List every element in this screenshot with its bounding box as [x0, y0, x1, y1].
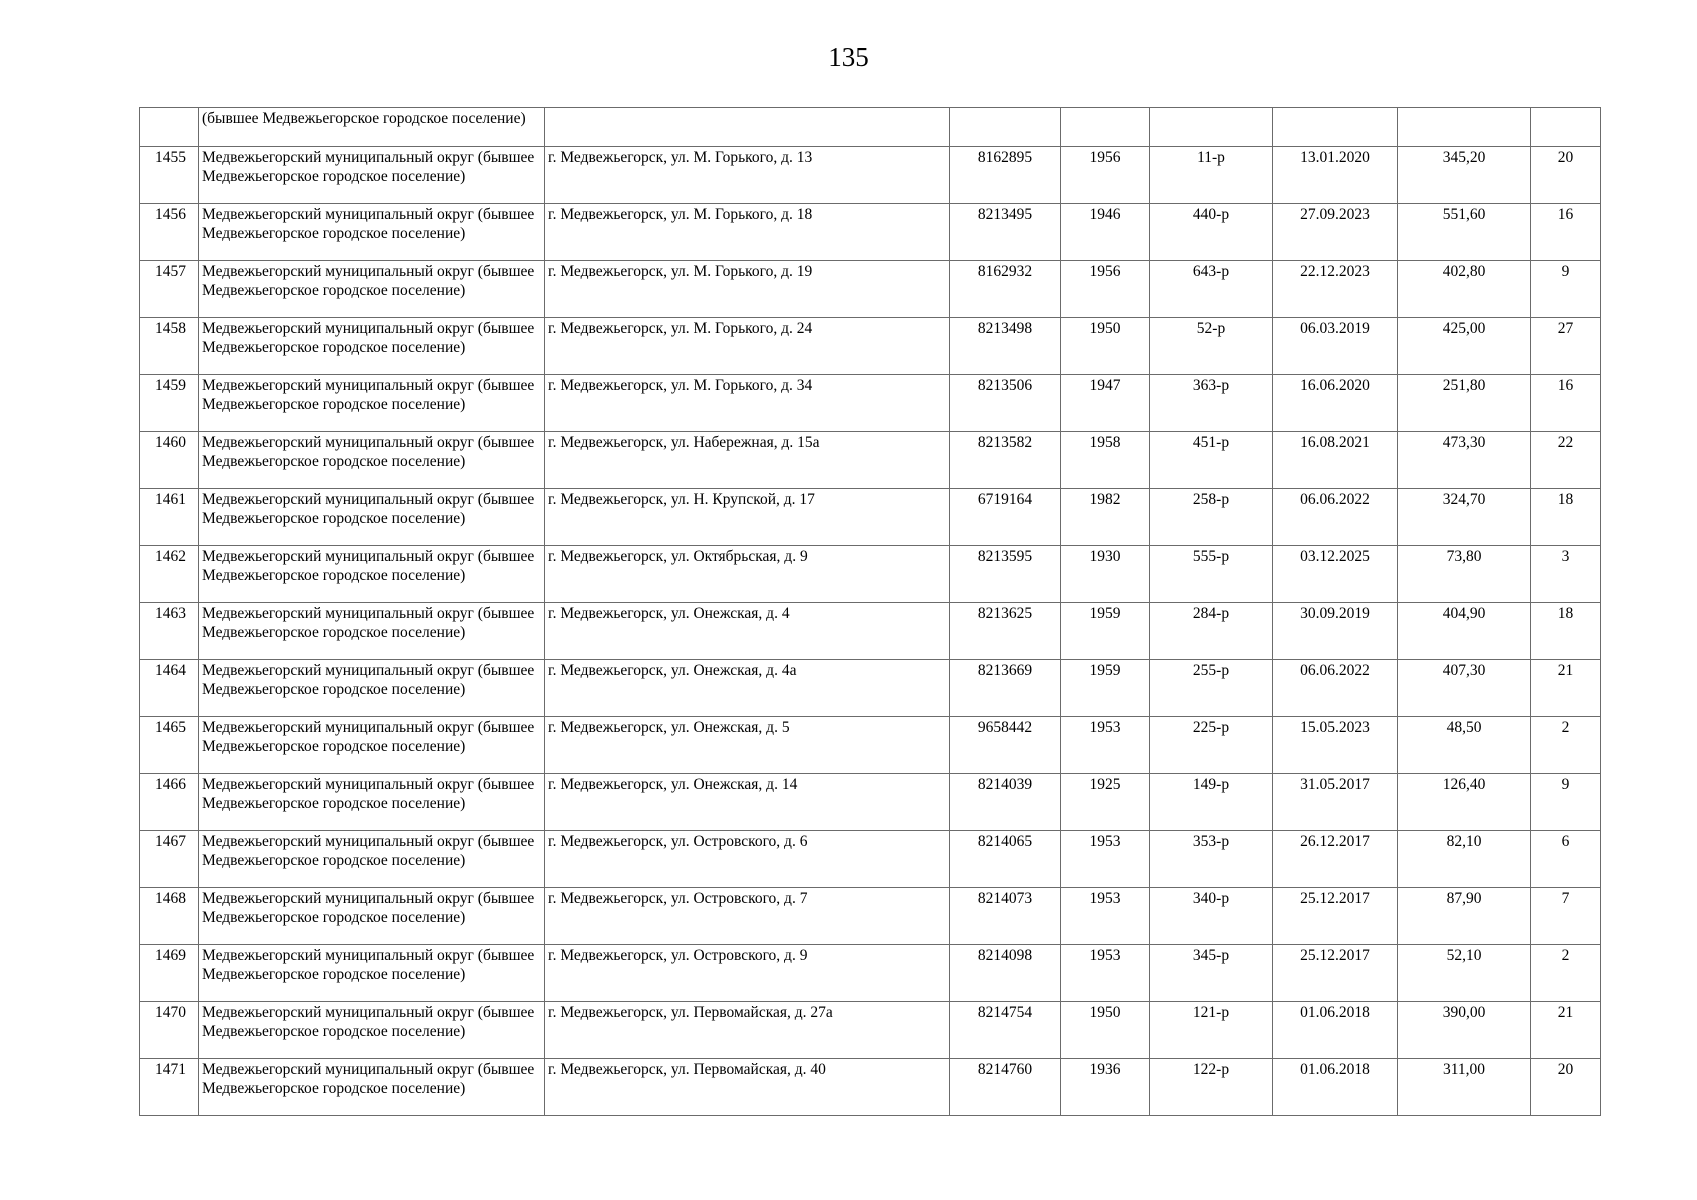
cell-no: 1471	[140, 1059, 199, 1116]
cell-municipality: Медвежьегорский муниципальный округ (бывшее Медвежьегорское городское поселение)	[199, 603, 545, 660]
cell-address: г. Медвежьегорск, ул. Островского, д. 6	[545, 831, 950, 888]
cell-municipality: (бывшее Медвежьегорское городское поселение)	[199, 108, 545, 147]
cell-address: г. Медвежьегорск, ул. М. Горького, д. 13	[545, 147, 950, 204]
cell-code: 8214754	[950, 1002, 1061, 1059]
cell-no: 1461	[140, 489, 199, 546]
cell-address: г. Медвежьегорск, ул. Онежская, д. 14	[545, 774, 950, 831]
cell-municipality: Медвежьегорский муниципальный округ (бывшее Медвежьегорское городское поселение)	[199, 1002, 545, 1059]
cell-no: 1469	[140, 945, 199, 1002]
cell-address: г. Медвежьегорск, ул. Первомайская, д. 40	[545, 1059, 950, 1116]
cell-area: 407,30	[1398, 660, 1531, 717]
cell-code	[950, 108, 1061, 147]
cell-year: 1950	[1061, 1002, 1150, 1059]
cell-area: 345,20	[1398, 147, 1531, 204]
cell-address: г. Медвежьегорск, ул. Первомайская, д. 27а	[545, 1002, 950, 1059]
cell-address: г. Медвежьегорск, ул. М. Горького, д. 18	[545, 204, 950, 261]
cell-address: г. Медвежьегорск, ул. Островского, д. 7	[545, 888, 950, 945]
table-row	[140, 147, 1601, 204]
cell-municipality: Медвежьегорский муниципальный округ (бывшее Медвежьегорское городское поселение)	[199, 489, 545, 546]
page-number: 135	[828, 42, 869, 72]
table-row	[140, 1059, 1601, 1116]
cell-code: 8213498	[950, 318, 1061, 375]
cell-date: 16.08.2021	[1273, 432, 1398, 489]
cell-municipality: Медвежьегорский муниципальный округ (бывшее Медвежьегорское городское поселение)	[199, 831, 545, 888]
cell-date: 30.09.2019	[1273, 603, 1398, 660]
cell-count: 22	[1531, 432, 1601, 489]
cell-count: 21	[1531, 1002, 1601, 1059]
table-row	[140, 717, 1601, 774]
cell-count: 2	[1531, 945, 1601, 1002]
cell-area: 402,80	[1398, 261, 1531, 318]
table-row	[140, 318, 1601, 375]
cell-doc: 52-р	[1150, 318, 1273, 375]
cell-code: 8213669	[950, 660, 1061, 717]
cell-count: 27	[1531, 318, 1601, 375]
cell-year: 1953	[1061, 717, 1150, 774]
cell-year: 1953	[1061, 831, 1150, 888]
cell-year: 1946	[1061, 204, 1150, 261]
cell-count: 20	[1531, 1059, 1601, 1116]
cell-doc: 555-р	[1150, 546, 1273, 603]
cell-code: 8162932	[950, 261, 1061, 318]
cell-no: 1465	[140, 717, 199, 774]
cell-no: 1459	[140, 375, 199, 432]
cell-no: 1464	[140, 660, 199, 717]
cell-year: 1956	[1061, 261, 1150, 318]
cell-address: г. Медвежьегорск, ул. М. Горького, д. 19	[545, 261, 950, 318]
cell-year: 1959	[1061, 660, 1150, 717]
cell-doc: 284-р	[1150, 603, 1273, 660]
cell-municipality: Медвежьегорский муниципальный округ (бывшее Медвежьегорское городское поселение)	[199, 717, 545, 774]
cell-count	[1531, 108, 1601, 147]
cell-year: 1950	[1061, 318, 1150, 375]
cell-date: 13.01.2020	[1273, 147, 1398, 204]
cell-count: 18	[1531, 603, 1601, 660]
cell-date: 01.06.2018	[1273, 1002, 1398, 1059]
cell-doc: 643-р	[1150, 261, 1273, 318]
cell-area: 324,70	[1398, 489, 1531, 546]
cell-address: г. Медвежьегорск, ул. Онежская, д. 4а	[545, 660, 950, 717]
cell-area: 404,90	[1398, 603, 1531, 660]
cell-no: 1466	[140, 774, 199, 831]
cell-doc: 11-р	[1150, 147, 1273, 204]
cell-municipality: Медвежьегорский муниципальный округ (бывшее Медвежьегорское городское поселение)	[199, 774, 545, 831]
cell-no: 1462	[140, 546, 199, 603]
housing-table	[139, 107, 1601, 1116]
cell-address: г. Медвежьегорск, ул. Онежская, д. 5	[545, 717, 950, 774]
cell-date: 31.05.2017	[1273, 774, 1398, 831]
cell-municipality: Медвежьегорский муниципальный округ (бывшее Медвежьегорское городское поселение)	[199, 147, 545, 204]
cell-year: 1959	[1061, 603, 1150, 660]
cell-doc: 363-р	[1150, 375, 1273, 432]
table-row	[140, 1002, 1601, 1059]
cell-address: г. Медвежьегорск, ул. М. Горького, д. 34	[545, 375, 950, 432]
cell-count: 16	[1531, 204, 1601, 261]
cell-address: г. Медвежьегорск, ул. Октябрьская, д. 9	[545, 546, 950, 603]
cell-no: 1470	[140, 1002, 199, 1059]
cell-municipality: Медвежьегорский муниципальный округ (бывшее Медвежьегорское городское поселение)	[199, 204, 545, 261]
cell-code: 8162895	[950, 147, 1061, 204]
cell-address: г. Медвежьегорск, ул. Островского, д. 9	[545, 945, 950, 1002]
cell-area: 551,60	[1398, 204, 1531, 261]
cell-date: 16.06.2020	[1273, 375, 1398, 432]
table-row	[140, 831, 1601, 888]
cell-area: 52,10	[1398, 945, 1531, 1002]
cell-doc	[1150, 108, 1273, 147]
cell-date: 06.03.2019	[1273, 318, 1398, 375]
cell-date: 06.06.2022	[1273, 660, 1398, 717]
cell-count: 18	[1531, 489, 1601, 546]
cell-count: 20	[1531, 147, 1601, 204]
cell-date: 06.06.2022	[1273, 489, 1398, 546]
cell-area: 425,00	[1398, 318, 1531, 375]
cell-doc: 440-р	[1150, 204, 1273, 261]
cell-code: 8213506	[950, 375, 1061, 432]
cell-code: 8214073	[950, 888, 1061, 945]
cell-code: 8213495	[950, 204, 1061, 261]
table-row	[140, 774, 1601, 831]
table-row	[140, 261, 1601, 318]
cell-municipality: Медвежьегорский муниципальный округ (бывшее Медвежьегорское городское поселение)	[199, 261, 545, 318]
table-row-continued	[140, 108, 1601, 147]
cell-area	[1398, 108, 1531, 147]
cell-code: 8214098	[950, 945, 1061, 1002]
cell-doc: 121-р	[1150, 1002, 1273, 1059]
cell-code: 8213582	[950, 432, 1061, 489]
cell-date	[1273, 108, 1398, 147]
cell-doc: 345-р	[1150, 945, 1273, 1002]
cell-address: г. Медвежьегорск, ул. Набережная, д. 15а	[545, 432, 950, 489]
cell-year: 1925	[1061, 774, 1150, 831]
cell-area: 73,80	[1398, 546, 1531, 603]
cell-count: 21	[1531, 660, 1601, 717]
table-row	[140, 546, 1601, 603]
cell-no	[140, 108, 199, 147]
cell-doc: 340-р	[1150, 888, 1273, 945]
table-row	[140, 204, 1601, 261]
cell-year: 1947	[1061, 375, 1150, 432]
cell-municipality: Медвежьегорский муниципальный округ (бывшее Медвежьегорское городское поселение)	[199, 375, 545, 432]
table-row	[140, 945, 1601, 1002]
cell-address: г. Медвежьегорск, ул. М. Горького, д. 24	[545, 318, 950, 375]
cell-area: 82,10	[1398, 831, 1531, 888]
cell-doc: 225-р	[1150, 717, 1273, 774]
cell-doc: 353-р	[1150, 831, 1273, 888]
cell-year: 1953	[1061, 945, 1150, 1002]
cell-date: 26.12.2017	[1273, 831, 1398, 888]
cell-area: 87,90	[1398, 888, 1531, 945]
cell-no: 1456	[140, 204, 199, 261]
cell-code: 9658442	[950, 717, 1061, 774]
cell-year: 1982	[1061, 489, 1150, 546]
cell-doc: 122-р	[1150, 1059, 1273, 1116]
cell-year: 1936	[1061, 1059, 1150, 1116]
cell-year: 1958	[1061, 432, 1150, 489]
cell-code: 8214065	[950, 831, 1061, 888]
table-row	[140, 489, 1601, 546]
cell-area: 48,50	[1398, 717, 1531, 774]
cell-count: 9	[1531, 261, 1601, 318]
cell-code: 6719164	[950, 489, 1061, 546]
cell-year: 1953	[1061, 888, 1150, 945]
cell-no: 1463	[140, 603, 199, 660]
cell-code: 8214760	[950, 1059, 1061, 1116]
cell-count: 7	[1531, 888, 1601, 945]
cell-area: 473,30	[1398, 432, 1531, 489]
cell-address: г. Медвежьегорск, ул. Н. Крупской, д. 17	[545, 489, 950, 546]
cell-municipality: Медвежьегорский муниципальный округ (бывшее Медвежьегорское городское поселение)	[199, 546, 545, 603]
cell-count: 16	[1531, 375, 1601, 432]
cell-doc: 258-р	[1150, 489, 1273, 546]
table-row	[140, 603, 1601, 660]
cell-count: 9	[1531, 774, 1601, 831]
cell-municipality: Медвежьегорский муниципальный округ (бывшее Медвежьегорское городское поселение)	[199, 888, 545, 945]
cell-municipality: Медвежьегорский муниципальный округ (бывшее Медвежьегорское городское поселение)	[199, 432, 545, 489]
cell-municipality: Медвежьегорский муниципальный округ (бывшее Медвежьегорское городское поселение)	[199, 945, 545, 1002]
cell-municipality: Медвежьегорский муниципальный округ (бывшее Медвежьегорское городское поселение)	[199, 318, 545, 375]
cell-address	[545, 108, 950, 147]
cell-year: 1956	[1061, 147, 1150, 204]
cell-date: 22.12.2023	[1273, 261, 1398, 318]
cell-code: 8213625	[950, 603, 1061, 660]
cell-no: 1455	[140, 147, 199, 204]
table-row	[140, 375, 1601, 432]
cell-code: 8214039	[950, 774, 1061, 831]
cell-doc: 255-р	[1150, 660, 1273, 717]
cell-date: 01.06.2018	[1273, 1059, 1398, 1116]
cell-year	[1061, 108, 1150, 147]
cell-doc: 149-р	[1150, 774, 1273, 831]
cell-date: 27.09.2023	[1273, 204, 1398, 261]
cell-area: 390,00	[1398, 1002, 1531, 1059]
cell-area: 311,00	[1398, 1059, 1531, 1116]
cell-area: 126,40	[1398, 774, 1531, 831]
cell-count: 2	[1531, 717, 1601, 774]
cell-date: 03.12.2025	[1273, 546, 1398, 603]
cell-no: 1460	[140, 432, 199, 489]
table-row	[140, 888, 1601, 945]
cell-count: 6	[1531, 831, 1601, 888]
cell-area: 251,80	[1398, 375, 1531, 432]
cell-date: 25.12.2017	[1273, 945, 1398, 1002]
cell-no: 1467	[140, 831, 199, 888]
cell-no: 1457	[140, 261, 199, 318]
cell-no: 1468	[140, 888, 199, 945]
cell-municipality: Медвежьегорский муниципальный округ (бывшее Медвежьегорское городское поселение)	[199, 660, 545, 717]
cell-date: 25.12.2017	[1273, 888, 1398, 945]
table-row	[140, 660, 1601, 717]
cell-municipality: Медвежьегорский муниципальный округ (бывшее Медвежьегорское городское поселение)	[199, 1059, 545, 1116]
cell-year: 1930	[1061, 546, 1150, 603]
cell-address: г. Медвежьегорск, ул. Онежская, д. 4	[545, 603, 950, 660]
cell-code: 8213595	[950, 546, 1061, 603]
table-row	[140, 432, 1601, 489]
cell-doc: 451-р	[1150, 432, 1273, 489]
cell-count: 3	[1531, 546, 1601, 603]
cell-date: 15.05.2023	[1273, 717, 1398, 774]
cell-no: 1458	[140, 318, 199, 375]
